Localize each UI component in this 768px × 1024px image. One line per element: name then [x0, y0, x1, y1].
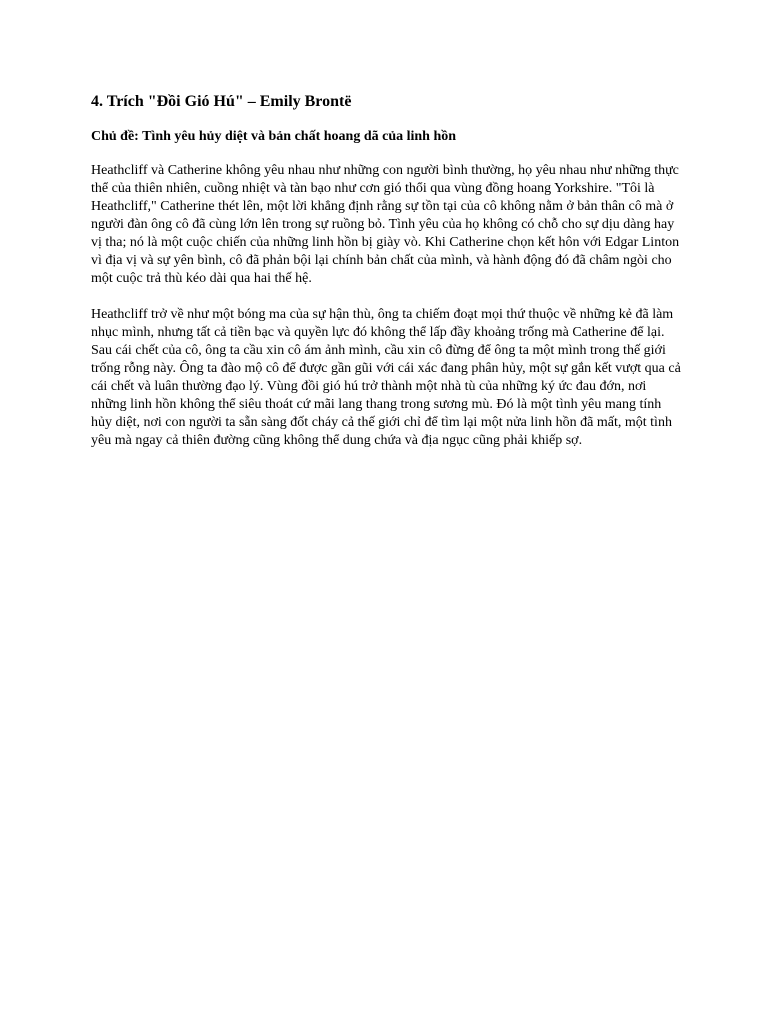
paragraph-1: Heathcliff và Catherine không yêu nhau như những con người bình thường, họ yêu nhau như những thực thể của thiên nhiên, cuồng nhiệt và tàn bạo như cơn gió thổi qua vùng đồng hoang Yorkshire. "Tôi là Heathcliff," Catherine thét lên, một lời khẳng định rằng sự tồn tại của cô không nằm ở bản thân cô mà ở người đàn ông cô đã cùng lớn lên trong sự ruồng bỏ. Tình yêu của họ không có chỗ cho sự dịu dàng hay vị tha; nó là một cuộc chiến của những linh hồn bị giày vò. Khi Catherine chọn kết hôn với Edgar Linton vì địa vị và sự yên bình, cô đã phản bội lại chính bản chất của mình, và hành động đó đã châm ngòi cho một cuộc trả thù kéo dài qua hai thế hệ.	[91, 163, 680, 286]
document-subtitle: Chủ đề: Tình yêu hủy diệt và bản chất hoang dã của linh hồn	[91, 129, 457, 144]
document-title: 4. Trích "Đồi Gió Hú" – Emily Brontë	[91, 93, 352, 110]
paragraph-2: Heathcliff trở về như một bóng ma của sự hận thù, ông ta chiếm đoạt mọi thứ thuộc về những kẻ đã làm nhục mình, nhưng tất cả tiền bạc và quyền lực đó không thể lấp đầy khoảng trống mà Catherine để lại. Sau cái chết của cô, ông ta cầu xin cô ám ảnh mình, cầu xin cô đừng để ông ta một mình trong thế giới trống rỗng này. Ông ta đào mộ cô để được gần gũi với cái xác đang phân hủy, một sự gắn kết vượt qua cả cái chết và luân thường đạo lý. Vùng đồi gió hú trở thành một nhà tù của những ký ức đau đớn, nơi những linh hồn không thể siêu thoát cứ mãi lang thang trong sương mù. Đó là một tình yêu mang tính hủy diệt, nơi con người ta sẵn sàng đốt cháy cả thế giới chỉ để tìm lại một nửa linh hồn đã mất, một tình yêu mà ngay cả thiên đường cũng không thể dung chứa và địa ngục cũng phải khiếp sợ.	[91, 307, 681, 448]
document-page	[91, 92, 683, 468]
